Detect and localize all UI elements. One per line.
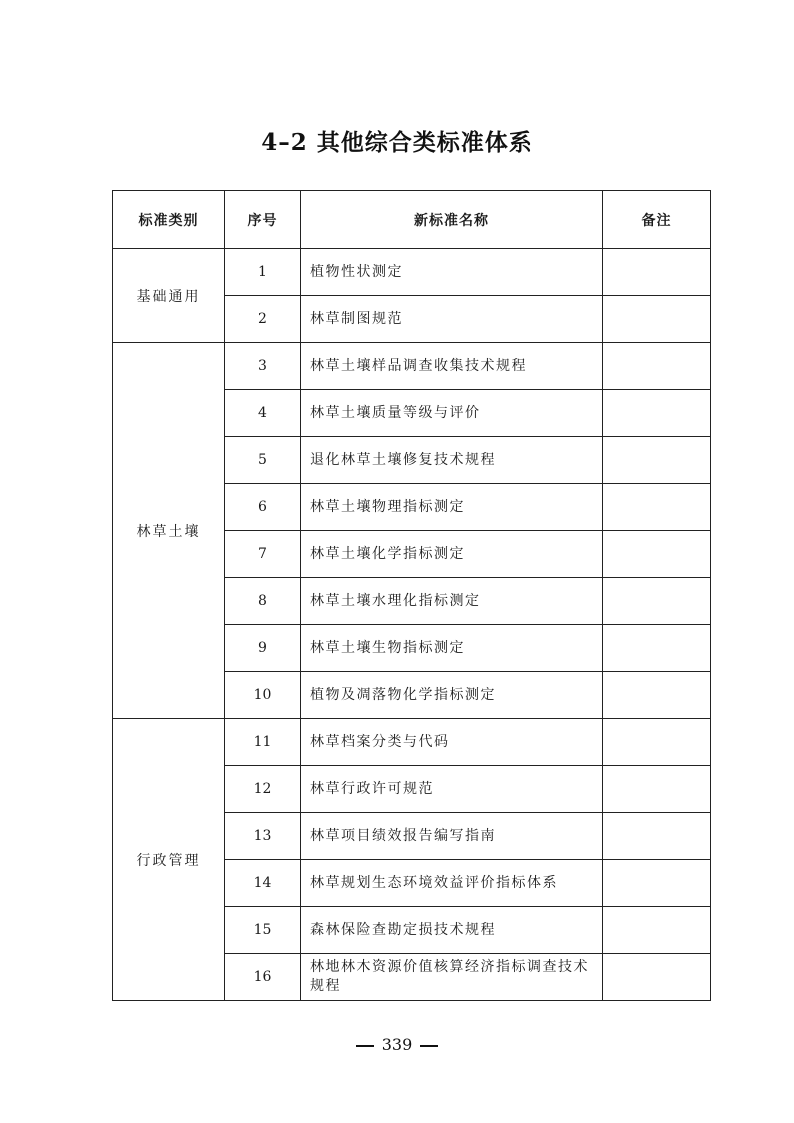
note-cell <box>603 343 711 390</box>
header-standard-name: 新标准名称 <box>301 191 603 249</box>
table-row <box>113 249 711 296</box>
standard-name: 林草规划生态环境效益评价指标体系 <box>301 860 603 907</box>
header-category: 标准类别 <box>113 191 225 249</box>
note-cell <box>603 860 711 907</box>
standard-name: 林草制图规范 <box>301 296 603 343</box>
standard-name: 林草行政许可规范 <box>301 766 603 813</box>
table-row <box>113 719 711 766</box>
table-row <box>113 343 711 390</box>
table-header-row <box>113 191 711 249</box>
standard-name: 植物及凋落物化学指标测定 <box>301 672 603 719</box>
header-number: 序号 <box>225 191 301 249</box>
note-cell <box>603 531 711 578</box>
note-cell <box>603 484 711 531</box>
note-cell <box>603 907 711 954</box>
row-number: 15 <box>225 907 301 954</box>
note-cell <box>603 672 711 719</box>
note-cell <box>603 249 711 296</box>
standard-name: 林草土壤样品调查收集技术规程 <box>301 343 603 390</box>
row-number: 4 <box>225 390 301 437</box>
standard-name: 林地林木资源价值核算经济指标调查技术规程 <box>301 954 603 1001</box>
category-cell: 林草土壤 <box>113 343 225 719</box>
row-number: 1 <box>225 249 301 296</box>
note-cell <box>603 437 711 484</box>
note-cell <box>603 766 711 813</box>
standard-name: 林草土壤质量等级与评价 <box>301 390 603 437</box>
row-number: 11 <box>225 719 301 766</box>
row-number: 12 <box>225 766 301 813</box>
standard-name: 森林保险查勘定损技术规程 <box>301 907 603 954</box>
standard-name: 林草土壤生物指标测定 <box>301 625 603 672</box>
row-number: 7 <box>225 531 301 578</box>
standard-name: 林草项目绩效报告编写指南 <box>301 813 603 860</box>
row-number: 16 <box>225 954 301 1001</box>
standard-name: 林草档案分类与代码 <box>301 719 603 766</box>
row-number: 9 <box>225 625 301 672</box>
row-number: 6 <box>225 484 301 531</box>
category-cell: 行政管理 <box>113 719 225 1001</box>
category-cell: 基础通用 <box>113 249 225 343</box>
page-number: 339 <box>381 1035 413 1054</box>
note-cell <box>603 578 711 625</box>
standard-name: 退化林草土壤修复技术规程 <box>301 437 603 484</box>
header-note: 备注 <box>603 191 711 249</box>
note-cell <box>603 625 711 672</box>
row-number: 13 <box>225 813 301 860</box>
note-cell <box>603 954 711 1001</box>
row-number: 5 <box>225 437 301 484</box>
standard-name: 林草土壤水理化指标测定 <box>301 578 603 625</box>
footer-dash-left <box>356 1045 374 1047</box>
note-cell <box>603 390 711 437</box>
row-number: 3 <box>225 343 301 390</box>
standard-name: 林草土壤物理指标测定 <box>301 484 603 531</box>
note-cell <box>603 719 711 766</box>
page-footer <box>0 1035 794 1054</box>
row-number: 14 <box>225 860 301 907</box>
row-number: 8 <box>225 578 301 625</box>
standard-name: 植物性状测定 <box>301 249 603 296</box>
row-number: 10 <box>225 672 301 719</box>
footer-dash-right <box>420 1045 438 1047</box>
note-cell <box>603 296 711 343</box>
row-number: 2 <box>225 296 301 343</box>
standard-name: 林草土壤化学指标测定 <box>301 531 603 578</box>
standards-table <box>112 190 711 1001</box>
page-title: 4–2 其他综合类标准体系 <box>261 129 533 156</box>
note-cell <box>603 813 711 860</box>
